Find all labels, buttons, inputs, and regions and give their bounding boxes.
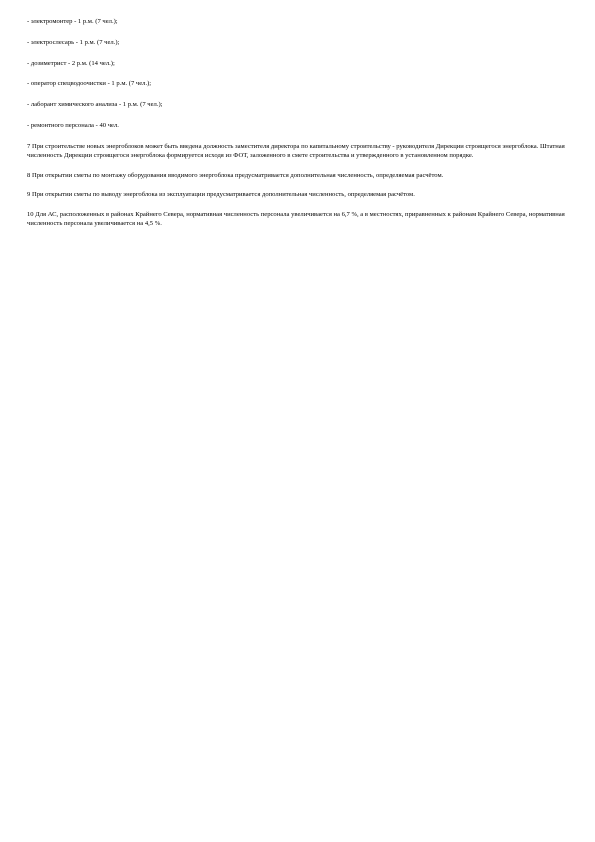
list-item-dosimetrist: - дозиметрист - 2 р.м. (14 чел.); — [27, 59, 115, 67]
list-item-electrical-fitter: - электрослесарь - 1 р.м. (7 чел.); — [27, 38, 120, 46]
note-8: 8 При открытии сметы по монтажу оборудования вводимого энергоблока предусматривается дополнительная численность, определяемая расчётом. — [27, 171, 444, 179]
note-10: 10 Для АС, расположенных в районах Крайнего Севера, нормативная численность персонала увеличивается на 6,7 %, а в местностях, приравненных к районам Крайнего Севера, нормативная численность персонала увеличивается на 4,5 %. — [27, 210, 565, 228]
list-item-water-treatment-operator: - оператор спецводоочистки - 1 р.м. (7 чел.); — [27, 80, 152, 88]
document-body — [27, 17, 573, 239]
list-item-repair-personnel: - ремонтного персонала - 40 чел. — [27, 121, 119, 129]
note-9: 9 При открытии сметы по выводу энергоблока из эксплуатации предусматривается дополнительная численность, определяемая расчётом. — [27, 191, 415, 199]
list-item-lab-technician: - лаборант химического анализа - 1 р.м. (7 чел.); — [27, 101, 163, 109]
note-7: 7 При строительстве новых энергоблоков может быть введена должность заместителя директора по капитальному строительству - руководителя Дирекции строящегося энергоблока. Штатная численность Дирекции строящегося энергоблока формируется исходя из ФОТ, заложенного в смете строительства и утвержденного в установленном порядке. — [27, 142, 565, 160]
list-item-electrician: - электромонтер - 1 р.м. (7 чел.); — [27, 18, 118, 25]
